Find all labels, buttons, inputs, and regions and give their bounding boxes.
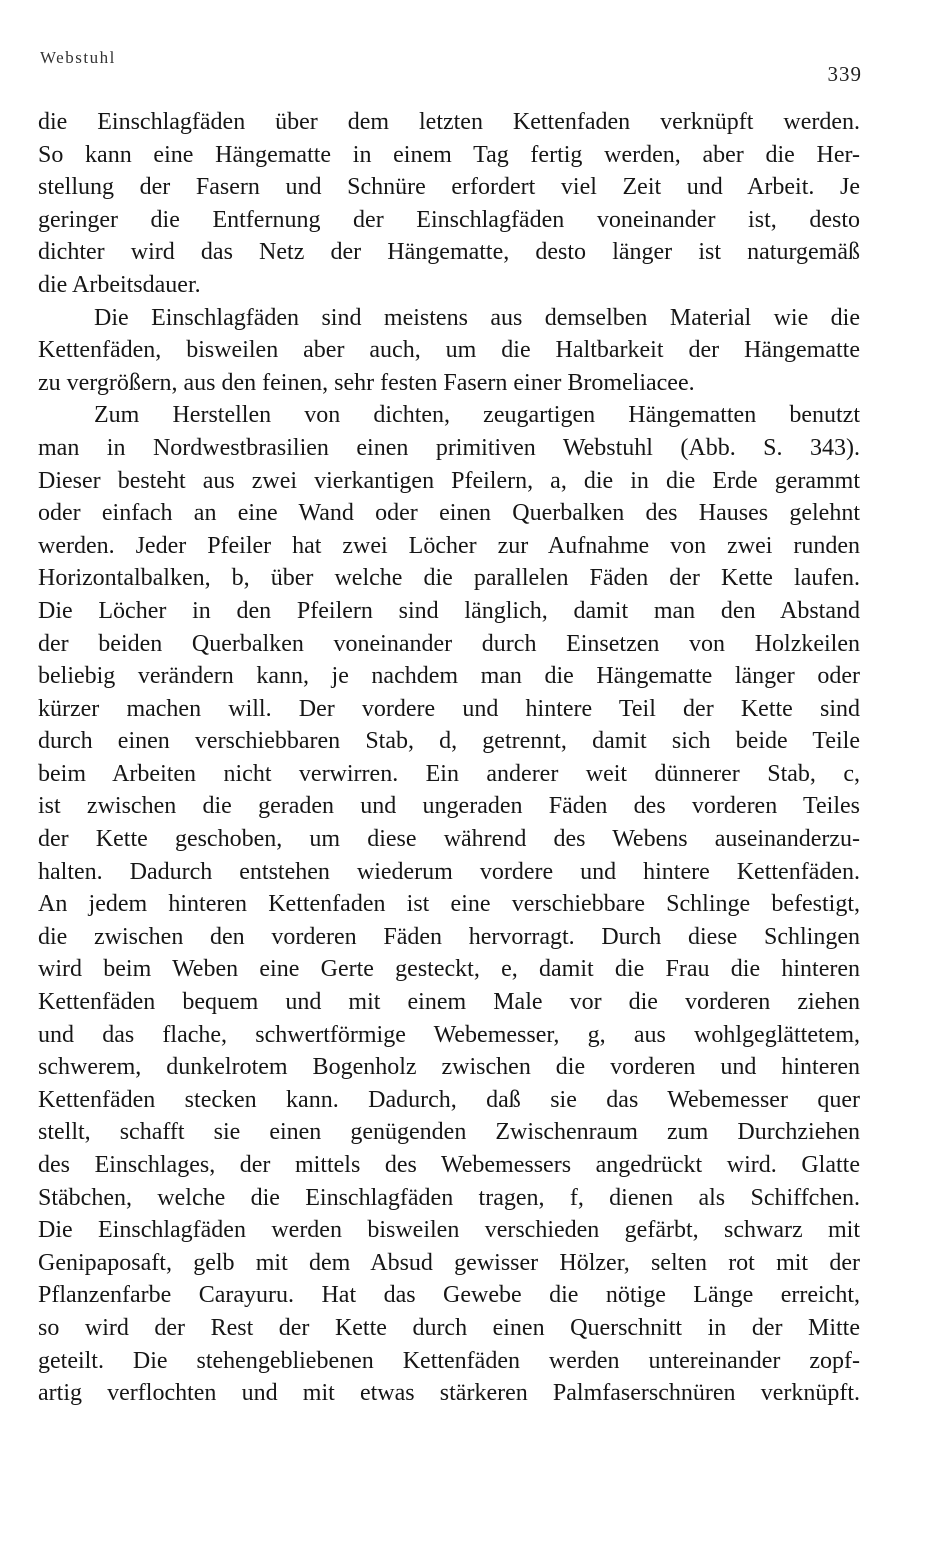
text-line: Pflanzenfarbe Carayuru. Hat das Gewebe die nötige Länge erreicht, xyxy=(38,1282,860,1309)
text-line: geteilt. Die stehengebliebenen Kettenfäden werden untereinander zopf- xyxy=(38,1347,860,1374)
text-line: kürzer machen will. Der vordere und hintere Teil der Kette sind xyxy=(38,695,860,722)
text-line: Dieser besteht aus zwei vierkantigen Pfeilern, a, die in die Erde gerammt xyxy=(38,467,860,494)
text-line: zu vergrößern, aus den feinen, sehr festen Fasern einer Bromeliacee. xyxy=(38,369,695,396)
text-line: An jedem hinteren Kettenfaden ist eine verschiebbare Schlinge befestigt, xyxy=(38,891,860,918)
text-line: man in Nordwestbrasilien einen primitiven Webstuhl (Abb. S. 343). xyxy=(38,434,860,461)
text-line: stellung der Fasern und Schnüre erfordert viel Zeit und Arbeit. Je xyxy=(38,174,860,201)
text-line: Die Einschlagfäden sind meistens aus demselben Material wie die xyxy=(94,304,860,331)
text-line: Genipaposaft, gelb mit dem Absud gewisser Hölzer, selten rot mit der xyxy=(38,1249,860,1276)
text-line: Kettenfäden bequem und mit einem Male vor die vorderen ziehen xyxy=(38,989,860,1016)
text-line: Die Einschlagfäden werden bisweilen verschieden gefärbt, schwarz mit xyxy=(38,1217,860,1244)
text-line: So kann eine Hängematte in einem Tag fertig werden, aber die Her- xyxy=(38,141,860,168)
text-line: oder einfach an eine Wand oder einen Querbalken des Hauses gelehnt xyxy=(38,500,860,527)
text-line: die Arbeitsdauer. xyxy=(38,271,201,298)
text-line: der beiden Querbalken voneinander durch Einsetzen von Holzkeilen xyxy=(38,630,860,657)
text-line: Kettenfäden stecken kann. Dadurch, daß sie das Webemesser quer xyxy=(38,1086,860,1113)
text-line: und das flache, schwertförmige Webemesser, g, aus wohlgeglättetem, xyxy=(38,1021,860,1048)
text-line: des Einschlages, der mittels des Webemessers angedrückt wird. Glatte xyxy=(38,1152,860,1178)
running-head: Webstuhl xyxy=(40,48,116,67)
text-line: durch einen verschiebbaren Stab, d, getrennt, damit sich beide Teile xyxy=(38,728,860,755)
text-line: Horizontalbalken, b, über welche die parallelen Fäden der Kette laufen. xyxy=(38,565,860,592)
page-number: 339 xyxy=(827,62,862,86)
text-line: die zwischen den vorderen Fäden hervorragt. Durch diese Schlingen xyxy=(38,923,860,950)
text-line: Die Löcher in den Pfeilern sind länglich, damit man den Abstand xyxy=(38,597,860,624)
text-line: ist zwischen die geraden und ungeraden Fäden des vorderen Teiles xyxy=(38,793,860,820)
text-line: halten. Dadurch entstehen wiederum vordere und hintere Kettenfäden. xyxy=(38,858,860,885)
text-line: dichter wird das Netz der Hängematte, desto länger ist naturgemäß xyxy=(38,239,860,266)
text-line: beim Arbeiten nicht verwirren. Ein anderer weit dünnerer Stab, c, xyxy=(38,760,860,787)
text-line: so wird der Rest der Kette durch einen Querschnitt in der Mitte xyxy=(38,1314,860,1341)
text-line: Stäbchen, welche die Einschlagfäden tragen, f, dienen als Schiffchen. xyxy=(38,1184,860,1211)
text-line: der Kette geschoben, um diese während des Webens auseinanderzu- xyxy=(38,826,860,853)
text-line: artig verflochten und mit etwas stärkeren Palmfaserschnüren verknüpft. xyxy=(38,1380,860,1407)
text-line: geringer die Entfernung der Einschlagfäden voneinander ist, desto xyxy=(38,206,860,233)
text-line: beliebig verändern kann, je nachdem man die Hängematte länger oder xyxy=(38,663,860,690)
text-line: die Einschlagfäden über dem letzten Kettenfaden verknüpft werden. xyxy=(38,109,860,135)
body-text xyxy=(38,106,860,1410)
text-line: stellt, schafft sie einen genügenden Zwischenraum zum Durchziehen xyxy=(38,1119,860,1146)
text-line: werden. Jeder Pfeiler hat zwei Löcher zur Aufnahme von zwei runden xyxy=(38,532,860,559)
text-line: Kettenfäden, bisweilen aber auch, um die Haltbarkeit der Hängematte xyxy=(38,337,860,364)
text-line: Zum Herstellen von dichten, zeugartigen Hängematten benutzt xyxy=(94,402,860,429)
text-line: schwerem, dunkelrotem Bogenholz zwischen die vorderen und hinteren xyxy=(38,1054,860,1081)
text-line: wird beim Weben eine Gerte gesteckt, e, damit die Frau die hinteren xyxy=(38,956,860,983)
